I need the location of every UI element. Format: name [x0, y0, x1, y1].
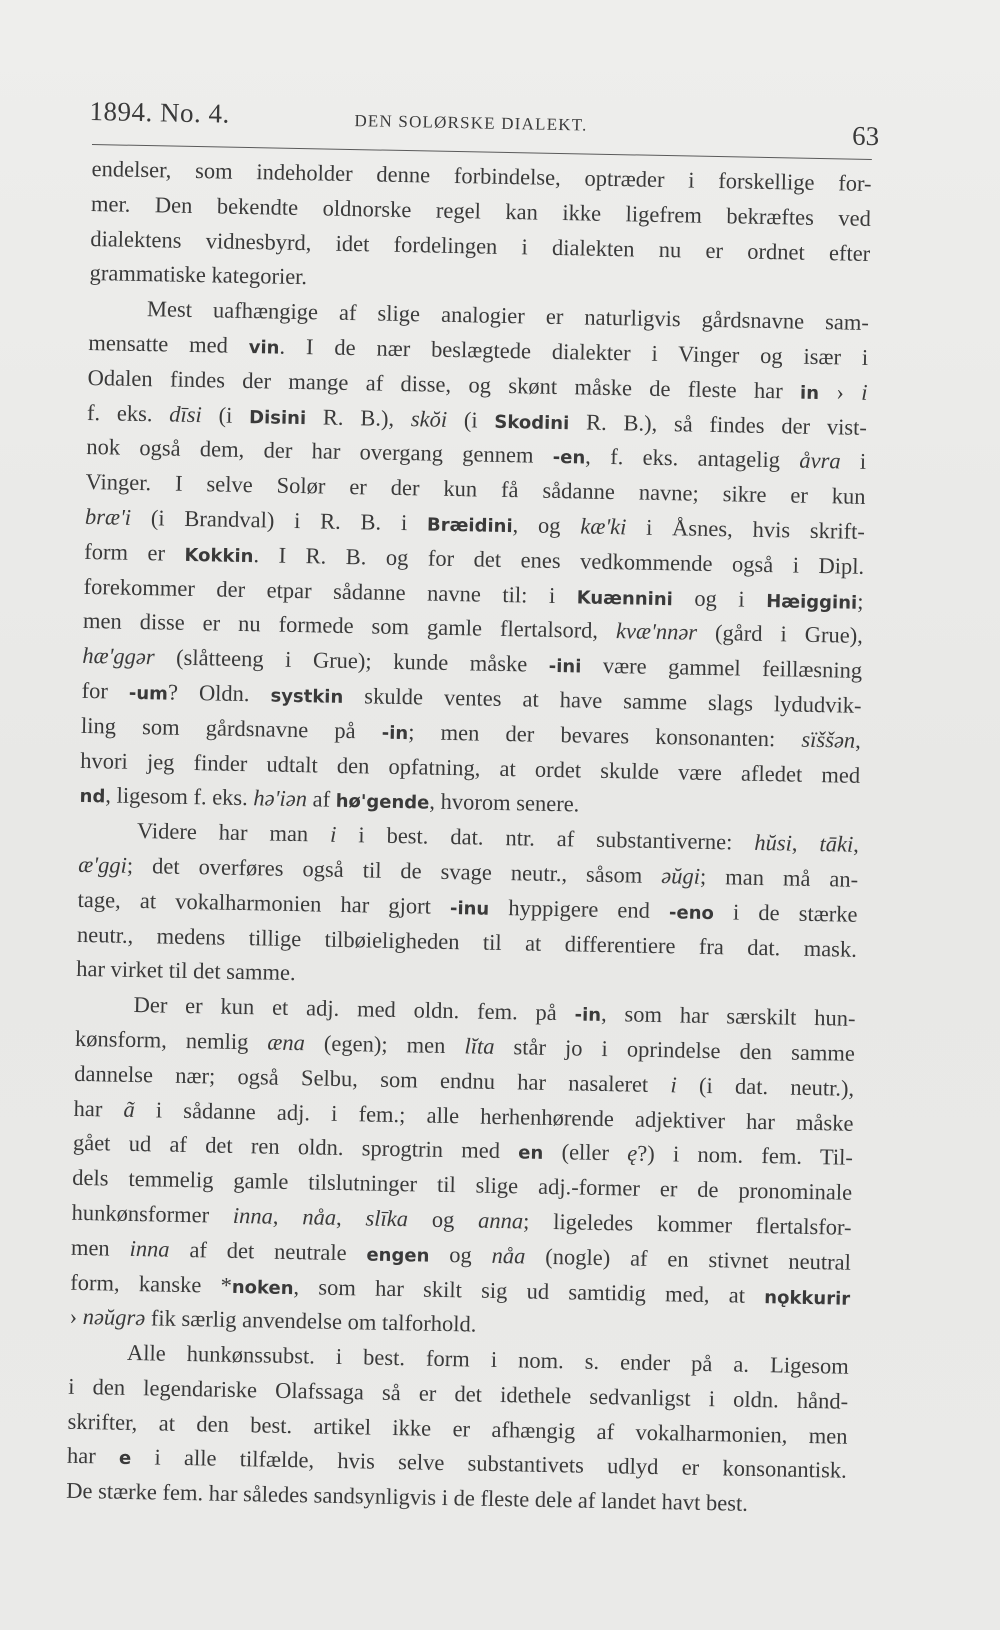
- text-run: Odalen findes der mange af disse, og skønt måske de fleste har: [87, 364, 801, 404]
- text-run: ; man må an-: [699, 863, 859, 892]
- italic-word: kvæ'nnər: [615, 618, 698, 646]
- text-run: være gammel feillæsning: [581, 652, 863, 684]
- text-run: . I R. B. og for det enes vedkommende også i Dipl.: [253, 541, 865, 579]
- text-run: fik særlig anvendelse om talforhold.: [144, 1305, 477, 1337]
- italic-word: tāki: [819, 831, 854, 857]
- text-run: men: [70, 1234, 130, 1261]
- text-run: og i: [672, 584, 767, 612]
- text-run: hvori jeg finder udtalt den opfatning, at ordet skulde være afledet med: [80, 747, 861, 788]
- italic-word: i: [329, 821, 337, 847]
- bold-word: Skodini: [494, 411, 570, 434]
- bold-word: Kokkin: [184, 544, 254, 567]
- text-run: (i: [446, 406, 495, 433]
- text-run: har: [73, 1095, 124, 1122]
- italic-word: bræ'i: [84, 503, 132, 530]
- text-run: (i dat. neutr.),: [676, 1072, 855, 1101]
- italic-word: ã: [123, 1096, 136, 1122]
- text-run: form, kanske *: [70, 1269, 233, 1298]
- text-run: neutr., medens tillige tilbøieligheden til at differentiere fra dat. mask.: [76, 921, 858, 962]
- text-run: De stærke fem. har således sandsynligvis i de fleste dele af landet havt best.: [66, 1478, 749, 1517]
- text-run: grammatiske kategorier.: [89, 260, 308, 290]
- text-run: gået ud af det ren oldn. sprogtrin med: [72, 1130, 519, 1164]
- bold-word: Hæiggini: [765, 590, 858, 614]
- italic-word: æna: [267, 1029, 306, 1056]
- text-run: i: [840, 448, 867, 475]
- header-title: DEN SOLØRSKE DIALEKT.: [354, 111, 588, 135]
- bold-word: -in: [574, 1004, 602, 1027]
- italic-word: sïššən: [801, 726, 856, 753]
- italic-word: slīka: [365, 1205, 409, 1232]
- text-run: , som har særskilt hun-: [600, 1001, 856, 1031]
- text-run: og: [429, 1241, 492, 1268]
- text-run: ,: [852, 831, 860, 857]
- text-run: ; ligeledes kommer flertalsfor-: [522, 1208, 852, 1240]
- bold-word: -inu: [449, 897, 490, 920]
- text-run: R. B.), så findes der vist-: [569, 408, 868, 440]
- text-run: endelser, som indeholder denne forbindelse, optræder i forskellige for-: [91, 155, 872, 196]
- text-run: mer. Den bekendte oldnorske regel kan ikke ligefrem bekræftes ved: [90, 190, 872, 231]
- text-run: , ligesom f. eks.: [105, 782, 254, 811]
- text-run: i alle tilfælde, hvis selve substantivets udlyd er konsonantisk.: [130, 1444, 848, 1484]
- text-run: forekommer der etpar sådanne navne til: i: [83, 573, 578, 608]
- bold-word: en: [518, 1142, 544, 1165]
- text-run: (gård i Grue),: [696, 620, 864, 649]
- italic-word: skŏi: [410, 405, 448, 432]
- header-issue: 1894. No. 4.: [89, 95, 231, 129]
- text-run: skulde ventes at have samme slags lydudvik-: [343, 682, 862, 718]
- italic-word: dīsi: [169, 401, 203, 427]
- text-run: i sådanne adj. i fem.; alle herhenhørende adjektiver har måske: [134, 1096, 854, 1136]
- text-run: og: [407, 1206, 479, 1233]
- italic-word: nəŭgrə: [82, 1304, 146, 1331]
- italic-word: nåa: [491, 1242, 526, 1269]
- italic-word: åvra: [799, 448, 841, 474]
- text-run: R. B.),: [305, 403, 412, 431]
- italic-word: hə'iən: [253, 785, 308, 812]
- running-header: [89, 88, 880, 153]
- text-run: Mest uafhængige af slige analogier er naturligvis gårdsnavne sam-: [146, 296, 870, 336]
- body-text: [66, 152, 872, 1524]
- bold-word: hø'gende: [335, 791, 430, 814]
- bold-word: Disini: [248, 406, 307, 429]
- bold-word: noken: [231, 1276, 294, 1299]
- italic-word: ę: [627, 1140, 638, 1166]
- bold-word: -in: [381, 722, 409, 744]
- italic-word: nåa: [302, 1204, 337, 1230]
- text-run: i best. dat. ntr. af substantiverne:: [336, 821, 755, 855]
- bold-word: e: [118, 1448, 132, 1470]
- text-run: dannelse nær; også Selbu, som endnu har nasaleret: [74, 1060, 671, 1097]
- italic-word: anna: [477, 1207, 524, 1234]
- italic-word: hŭsi: [754, 829, 793, 856]
- text-run: mensatte med: [88, 329, 250, 359]
- text-run: står jo i oprindelse den samme: [494, 1033, 856, 1066]
- text-run: , og: [512, 512, 581, 539]
- italic-word: i: [670, 1071, 677, 1098]
- italic-word: lĭta: [464, 1033, 495, 1059]
- text-run: i de stærke: [713, 898, 858, 927]
- italic-word: inna: [232, 1202, 274, 1229]
- text-run: hunkønsformer: [71, 1199, 234, 1228]
- page-number: 63: [851, 120, 880, 152]
- italic-word: i: [861, 379, 868, 405]
- bold-word: -ini: [548, 656, 582, 678]
- text-run: (eller: [543, 1139, 628, 1166]
- text-run: ; det overføres også til de svage neutr., såsom: [126, 852, 662, 888]
- bold-word: -um: [128, 682, 169, 705]
- text-run: dels temmelig gamle tilslutninger til slige adj.-former er de pronominale: [72, 1164, 853, 1205]
- text-run: ;: [857, 588, 864, 614]
- text-run: ,: [335, 1204, 366, 1231]
- text-run: hyppigere end: [489, 894, 670, 923]
- bold-word: -eno: [668, 901, 715, 924]
- text-run: Videre har man: [136, 818, 331, 847]
- text-run: ?) i nom. fem. Til-: [637, 1140, 854, 1171]
- text-run: af: [306, 786, 336, 813]
- bold-word: systkin: [270, 685, 344, 708]
- text-run: nok også dem, der har overgang gennem: [86, 434, 554, 469]
- bold-word: in: [799, 382, 820, 404]
- text-run: tage, at vokalharmonien har gjort: [77, 886, 451, 919]
- text-run: , hvorom senere.: [429, 788, 580, 817]
- text-run: (egen); men: [304, 1030, 465, 1059]
- text-run: ; men der bevares konsonanten:: [408, 718, 802, 752]
- bold-word: Kuænnini: [576, 586, 674, 610]
- text-run: men disse er nu formede som gamle flertalsord,: [82, 608, 617, 644]
- text-run: (nogle) af en stivnet neutral: [525, 1243, 852, 1275]
- text-run: , som har skilt sig ud samtidig med, at: [293, 1273, 765, 1308]
- text-run: kønsform, nemlig: [74, 1025, 268, 1055]
- text-run: ,: [272, 1203, 303, 1230]
- italic-word: hæ'ggər: [82, 643, 155, 670]
- text-run: ,: [854, 727, 862, 753]
- text-run: (slåtteeng i Grue); kunde måske: [154, 644, 550, 678]
- text-run: for: [81, 677, 130, 704]
- bold-word: Bræidini: [426, 514, 513, 538]
- text-run: skrifter, at den best. artikel ikke er afhængig af vokalharmonien, men: [67, 1408, 848, 1449]
- text-run: ›: [69, 1304, 84, 1330]
- bold-word: nǫkkurir: [764, 1286, 851, 1310]
- italic-word: æ'ggi: [78, 851, 128, 878]
- text-run: Vinger. I selve Solør er der kun få sådanne navne; sikre er kun: [85, 469, 866, 510]
- text-run: Der er kun et adj. med oldn. fem. på: [133, 992, 575, 1026]
- text-run: , f. eks. antagelig: [585, 443, 800, 474]
- text-run: ›: [818, 378, 862, 405]
- text-run: . I de nær beslægtede dialekter i Vinger og især i: [279, 333, 869, 370]
- italic-word: inna: [129, 1235, 170, 1262]
- text-run: har: [66, 1443, 120, 1470]
- text-run: har virket til det samme.: [76, 956, 296, 986]
- text-run: i Åsnes, hvis skrift-: [626, 514, 866, 544]
- text-run: ? Oldn.: [167, 679, 271, 707]
- text-run: form er: [84, 538, 185, 566]
- text-run: (i: [201, 401, 250, 428]
- text-run: (i Brandval) i R. B. i: [130, 504, 428, 536]
- bold-word: vin: [248, 337, 280, 359]
- italic-word: kæ'ki: [580, 513, 627, 540]
- text-run: f. eks.: [86, 399, 170, 427]
- bold-word: engen: [366, 1244, 430, 1267]
- text-run: i den legendariske Olafssaga så er det idethele sedvanligst i oldn. hånd-: [68, 1373, 849, 1414]
- text-run: af det neutrale: [169, 1236, 367, 1266]
- bold-word: -en: [552, 447, 586, 469]
- italic-word: əŭgi: [661, 863, 701, 889]
- bold-word: nd: [79, 786, 106, 808]
- text-run: dialektens vidnesbyrd, idet fordelingen i dialekten nu er ordnet efter: [90, 225, 871, 266]
- text-run: ,: [791, 830, 820, 857]
- text-run: ling som gårdsnavne på: [80, 712, 383, 744]
- text-run: Alle hunkønssubst. i best. form i nom. s. ender på a. Ligesom: [126, 1339, 850, 1379]
